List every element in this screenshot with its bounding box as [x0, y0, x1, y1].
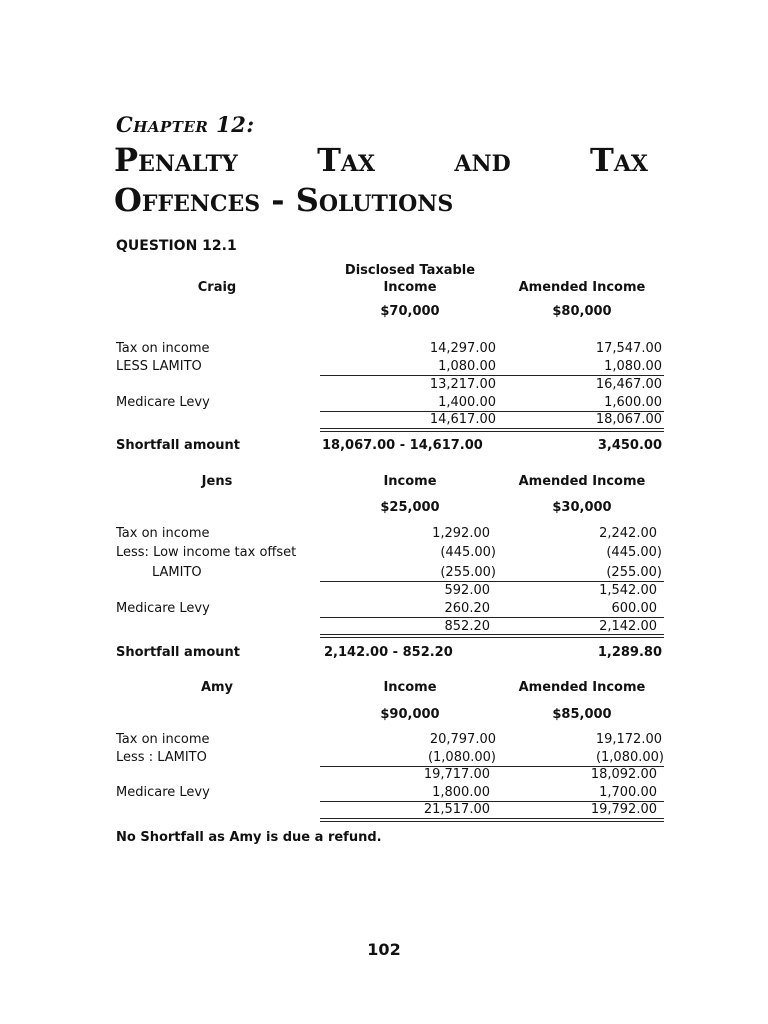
craig-row-label: Tax on income	[116, 341, 210, 356]
amy-row-value1: (1,080.00)	[427, 750, 496, 765]
jens-shortfall-label: Shortfall amount	[116, 645, 241, 660]
amy-amount1: $90,000	[380, 707, 440, 722]
amy-row-value2: 19,792.00	[590, 802, 657, 817]
jens-row-value1: (255.00)	[440, 565, 496, 580]
jens-row-value2: 2,142.00	[599, 619, 657, 634]
page-number: 102	[367, 940, 401, 959]
amy-amount2: $85,000	[552, 707, 612, 722]
jens-row-value2: (445.00)	[606, 545, 662, 560]
amy-row-value2: 18,092.00	[590, 767, 657, 782]
jens-name: Jens	[201, 474, 233, 489]
jens-row-value1: 260.20	[444, 601, 490, 616]
jens-row-value2: (255.00)	[606, 565, 662, 580]
amy-row-value2: 19,172.00	[595, 732, 662, 747]
craig-row-value1: 14,617.00	[429, 412, 496, 427]
jens-row-value2: 600.00	[611, 601, 657, 616]
page-title	[114, 140, 648, 180]
amy-row-value2: 1,700.00	[599, 785, 657, 800]
amy-note: No Shortfall as Amy is due a refund.	[116, 830, 382, 845]
craig-shortfall-label: Shortfall amount	[116, 438, 241, 453]
amy-name: Amy	[200, 680, 234, 695]
craig-name: Craig	[197, 280, 237, 295]
subtotal-rule	[320, 617, 664, 618]
page-title-line2: Offences - Solutions	[114, 181, 454, 219]
craig-row-label: LESS LAMITO	[116, 359, 202, 374]
title-word: Penalty	[114, 141, 238, 179]
jens-row-label: Tax on income	[116, 526, 210, 541]
total-double-rule	[320, 428, 664, 432]
jens-row-label: LAMITO	[152, 565, 202, 580]
craig-col1-header-line1: Disclosed Taxable	[344, 263, 476, 278]
amy-row-label: Tax on income	[116, 732, 210, 747]
craig-row-value1: 1,080.00	[438, 359, 496, 374]
jens-row-label: Medicare Levy	[116, 601, 210, 616]
jens-col1-header: Income	[383, 474, 437, 489]
craig-amount1: $70,000	[380, 304, 440, 319]
jens-row-value1: 1,292.00	[432, 526, 490, 541]
jens-row-value2: 1,542.00	[599, 583, 657, 598]
amy-row-value1: 1,800.00	[432, 785, 490, 800]
jens-row-value1: (445.00)	[440, 545, 496, 560]
amy-row-label: Less : LAMITO	[116, 750, 207, 765]
subtotal-rule	[320, 581, 664, 582]
jens-shortfall-value: 1,289.80	[597, 645, 662, 660]
craig-row-value1: 14,297.00	[429, 341, 496, 356]
jens-amount1: $25,000	[380, 500, 440, 515]
amy-row-value2: (1,080.00)	[595, 750, 664, 765]
title-word: Tax	[590, 141, 648, 179]
craig-row-value2: 1,080.00	[604, 359, 662, 374]
question-heading: QUESTION 12.1	[116, 238, 237, 254]
total-double-rule	[320, 634, 664, 638]
amy-row-value1: 20,797.00	[429, 732, 496, 747]
jens-row-value1: 592.00	[444, 583, 490, 598]
craig-row-value2: 18,067.00	[595, 412, 662, 427]
craig-row-label: Medicare Levy	[116, 395, 210, 410]
amy-row-label: Medicare Levy	[116, 785, 210, 800]
craig-amount2: $80,000	[552, 304, 612, 319]
craig-shortfall-value: 3,450.00	[597, 438, 662, 453]
subtotal-rule	[320, 375, 664, 376]
amy-row-value1: 19,717.00	[423, 767, 490, 782]
chapter-label: Chapter 12:	[116, 112, 255, 137]
craig-row-value2: 16,467.00	[595, 377, 662, 392]
jens-col2-header: Amended Income	[518, 474, 646, 489]
amy-col2-header: Amended Income	[518, 680, 646, 695]
amy-row-value1: 21,517.00	[423, 802, 490, 817]
total-double-rule	[320, 818, 664, 822]
jens-amount2: $30,000	[552, 500, 612, 515]
craig-row-value2: 1,600.00	[604, 395, 662, 410]
craig-row-value2: 17,547.00	[595, 341, 662, 356]
jens-row-label: Less: Low income tax offset	[116, 545, 297, 560]
title-word: and	[454, 141, 511, 179]
craig-col2-header: Amended Income	[518, 280, 646, 295]
craig-shortfall-calc: 18,067.00 - 14,617.00	[322, 438, 483, 453]
jens-row-value2: 2,242.00	[599, 526, 657, 541]
title-word: Tax	[317, 141, 376, 179]
craig-row-value1: 1,400.00	[438, 395, 496, 410]
jens-row-value1: 852.20	[444, 619, 490, 634]
craig-col1-header-line2: Income	[383, 280, 437, 295]
craig-row-value1: 13,217.00	[429, 377, 496, 392]
jens-shortfall-calc: 2,142.00 - 852.20	[324, 645, 453, 660]
amy-col1-header: Income	[383, 680, 437, 695]
